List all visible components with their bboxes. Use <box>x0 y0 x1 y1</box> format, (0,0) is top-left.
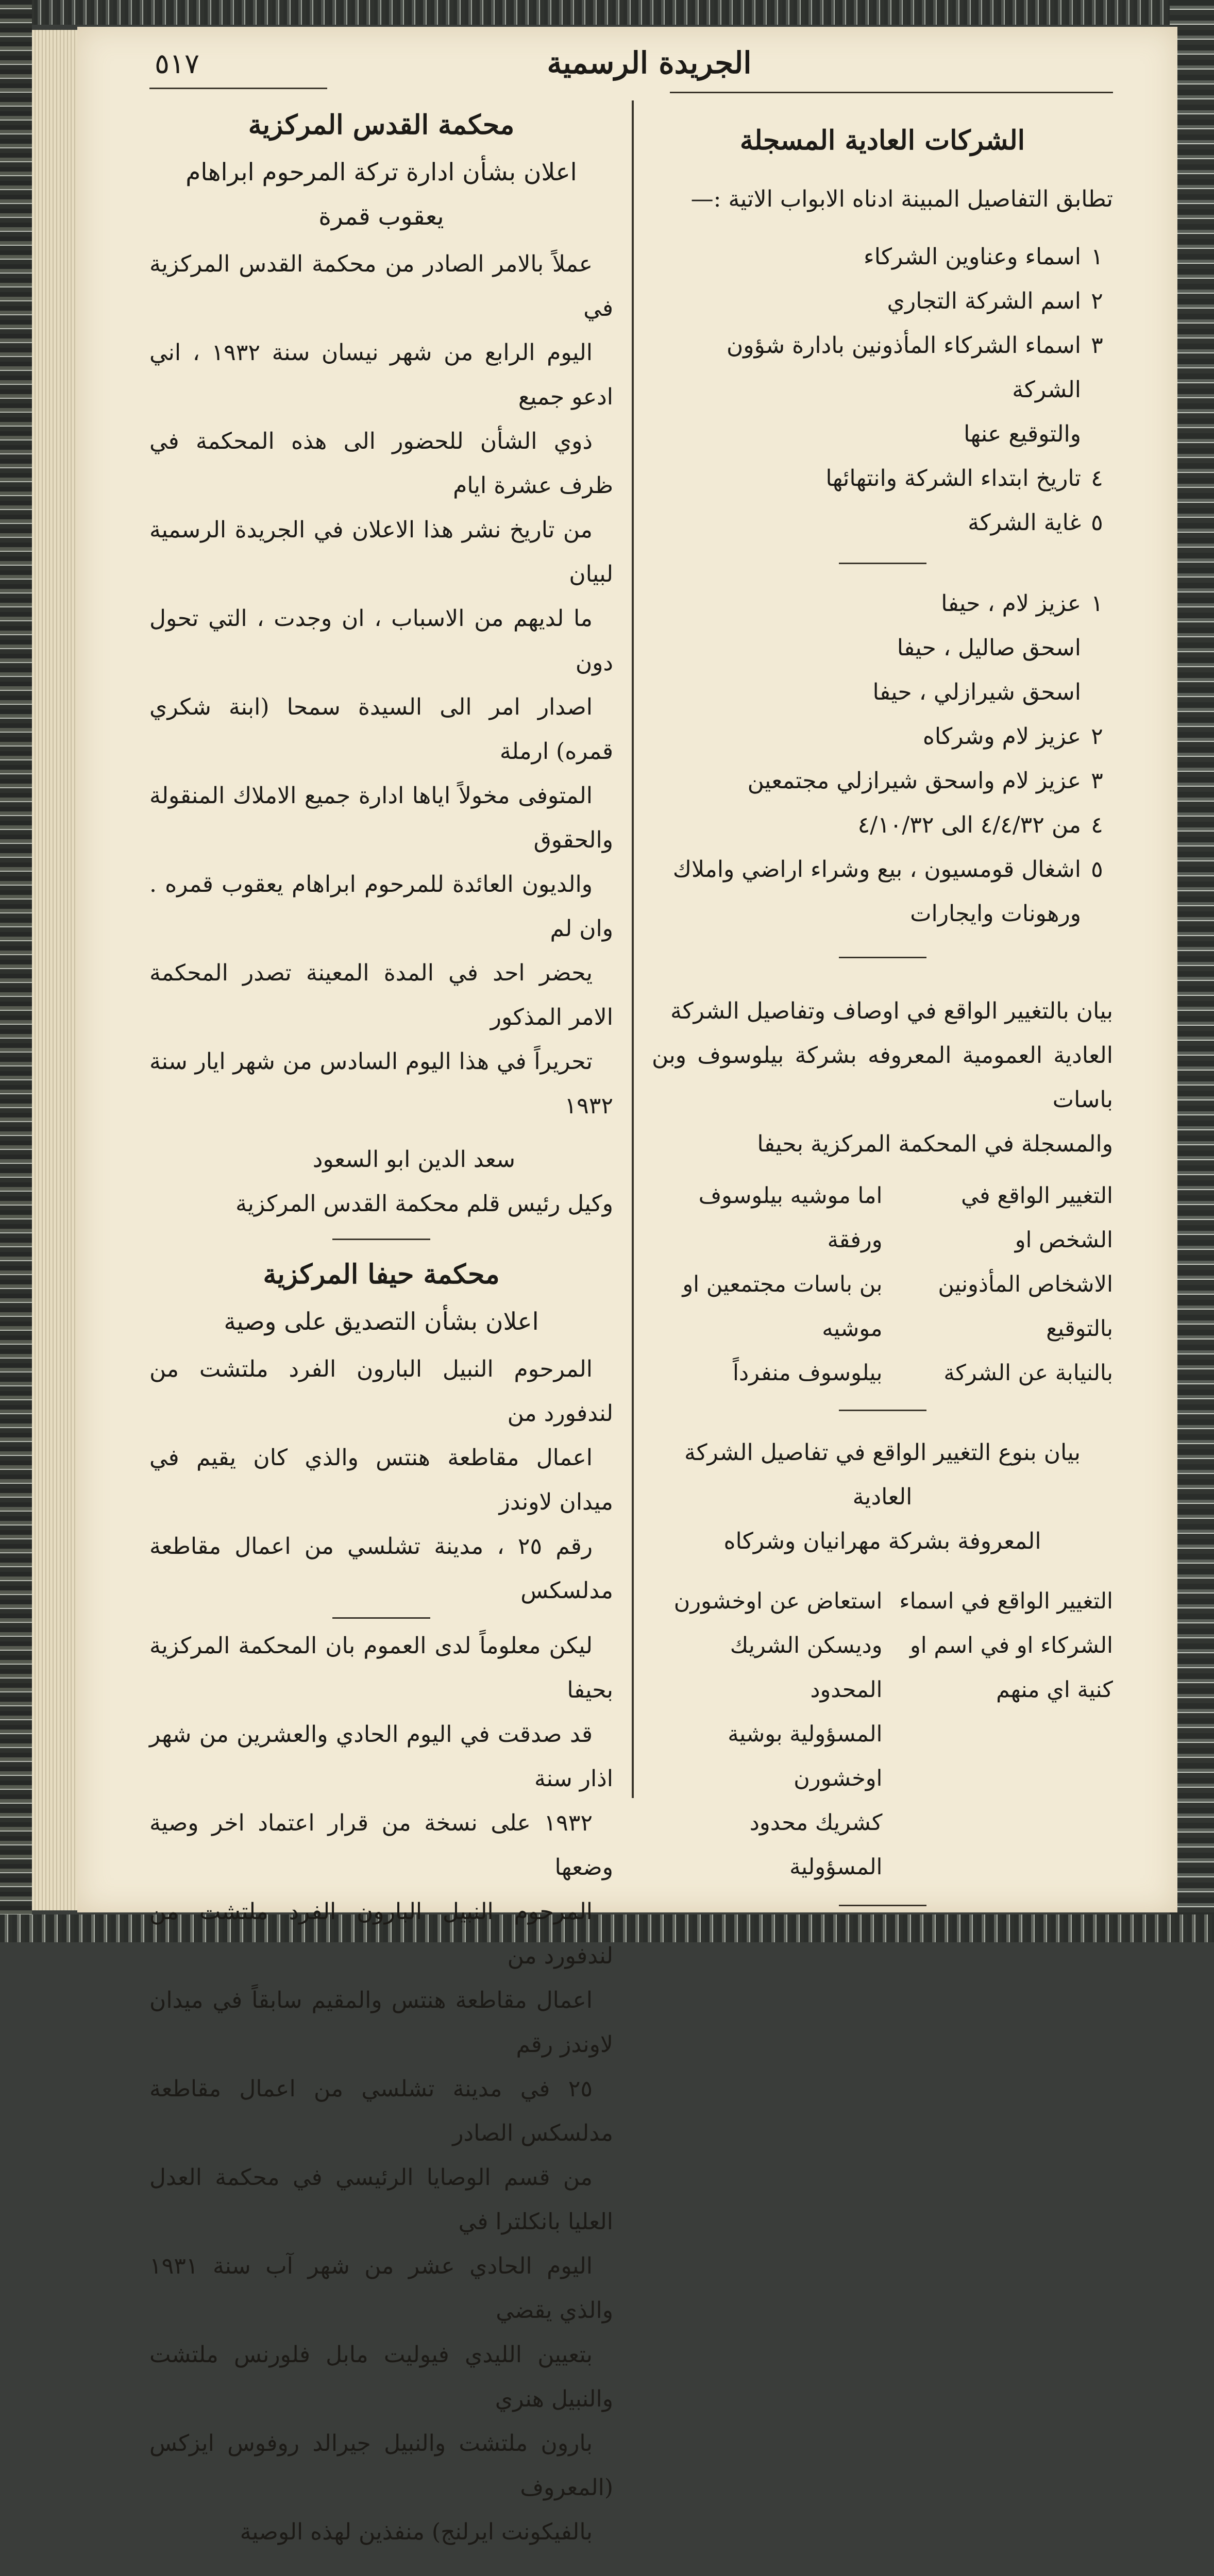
table-row <box>652 1174 1113 1395</box>
text-line: اليوم الحادي عشر من شهر آب سنة ١٩٣١ والذي يقضي <box>149 2253 613 2324</box>
list-text <box>652 848 1081 936</box>
table-cell-label <box>883 1579 1114 1889</box>
text-line: بن باسات مجتمعين او موشيه <box>682 1272 883 1342</box>
text-line: بتعيين الليدي فيوليت مابل فلورنس ملتشت والنبيل هنري <box>149 2342 613 2412</box>
text-line: تحريراً في هذا اليوم السادس من شهر ايار سنة ١٩٣٢ <box>149 1048 613 1119</box>
list-item <box>652 235 1113 279</box>
header-rule-right <box>670 92 1113 93</box>
haifa-notice-intro <box>149 1347 613 1613</box>
list-item <box>652 848 1113 936</box>
headings-list <box>652 235 1113 545</box>
text-line: كنية اي منهم <box>996 1677 1113 1703</box>
text-line: بيلوسوف منفرداً <box>733 1360 883 1386</box>
text-line: رقم ٢٥ ، مدينة تشلسي من اعمال مقاطعة مدلسكس <box>149 1533 613 1604</box>
table-cell-label <box>883 1174 1114 1395</box>
list-number: ٣ <box>1091 332 1103 359</box>
journal-title: الجريدة الرسمية <box>547 45 752 80</box>
text-line: والمسجلة في المحكمة المركزية بحيفا <box>757 1131 1113 1157</box>
list-number: ٤ <box>1091 465 1103 492</box>
text-line: اسحق صاليل ، حيفا <box>897 635 1081 661</box>
text-line: من قسم الوصايا الرئيسي في محكمة العدل العليا بانكلترا في <box>149 2164 613 2235</box>
headings-intro: تطابق التفاصيل المبينة ادناه الابواب الاتية :— <box>690 186 1113 212</box>
list-text: اسماء وعناوين الشركاء <box>864 244 1081 270</box>
list-number: ٥ <box>1091 856 1103 883</box>
header-rule-left <box>149 88 327 89</box>
section-separator <box>839 1410 926 1411</box>
text-line: يحضر احد في المدة المعينة تصدر المحكمة الامر المذكور <box>149 960 613 1030</box>
table-row <box>652 1579 1113 1889</box>
change-notice-2-title <box>652 1431 1113 1564</box>
left-column <box>149 103 613 2576</box>
text-line: ذوي الشأن للحضور الى هذه المحكمة في ظرف عشرة ايام <box>149 428 613 499</box>
list-number: ٥ <box>1091 510 1103 536</box>
list-item <box>652 324 1113 456</box>
text-line: بالنيابة عن الشركة <box>943 1360 1113 1386</box>
list-text <box>652 324 1081 456</box>
list-number: ٢ <box>1091 288 1103 314</box>
list-item <box>652 759 1113 803</box>
haifa-signatory-name <box>149 2570 613 2576</box>
section-separator <box>839 1905 926 1906</box>
text-line: اشغال قومسيون ، بيع وشراء اراضي واملاك <box>672 856 1081 883</box>
text-line: المعروفة بشركة مهرانيان وشركاه <box>723 1528 1041 1554</box>
text-line: اسحق شيرازلي ، حيفا <box>872 679 1081 705</box>
text-line: ١٩٣٢ على نسخة من قرار اعتماد اخر وصية وضعها <box>149 1810 613 1880</box>
jerusalem-notice-body <box>149 242 613 1128</box>
text-line: ورهونات وايجارات <box>910 901 1081 927</box>
text-line: اعمال مقاطعة هنتس والذي كان يقيم في ميدان لاوندز <box>149 1445 613 1515</box>
list-item <box>652 501 1113 545</box>
text-line: المسؤولية بوشية اوخشورن <box>728 1721 883 1791</box>
jerusalem-court-title: محكمة القدس المركزية <box>248 109 515 141</box>
haifa-notice-title: اعلان بشأن التصديق على وصية <box>224 1308 539 1336</box>
text-line: ليكن معلوماً لدى العموم بان المحكمة المركزية بحيفا <box>149 1633 613 1703</box>
list-text: عزيز لام واسحق شيرازلي مجتمعين <box>747 768 1081 794</box>
text-line: بالفيكونت ايرلنج) منفذين لهذه الوصية <box>240 2519 593 2545</box>
table-cell-value <box>652 1579 883 1889</box>
text-line: المتوفى مخولاً اياها ادارة جميع الاملاك المنقولة والحقوق <box>149 783 613 853</box>
text-line: استعاض عن اوخشورن <box>673 1588 883 1614</box>
list-item <box>652 803 1113 848</box>
text-line: المرحوم النبيل البارون الفرد ملتشت من لندفورد من <box>149 1899 613 1969</box>
text-line: التغيير الواقع في الشخص او <box>961 1183 1113 1253</box>
text-line: اصدار امر الى السيدة سمحا (ابنة شكري قمره) ارملة <box>149 694 613 765</box>
text-line: من تاريخ نشر هذا الاعلان في الجريدة الرسمية لبيان <box>149 517 613 587</box>
text-line: اما موشيه بيلوسوف ورفقة <box>698 1183 883 1253</box>
haifa-notice-body <box>149 1624 613 2554</box>
list-text: تاريخ ابتداء الشركة وانتهائها <box>825 465 1081 492</box>
list-text: من ٤/٤/٣٢ الى ٤/١٠/٣٢ <box>857 812 1081 838</box>
text-line: بيان بنوع التغيير الواقع في تفاصيل الشركة العادية <box>684 1439 1081 1510</box>
list-text <box>652 582 1081 715</box>
book-cover-top <box>0 0 1214 25</box>
jerusalem-signatory-name: سعد الدين ابو السعود <box>312 1146 515 1173</box>
text-line: عملاً بالامر الصادر من محكمة القدس المركزية في <box>149 251 613 321</box>
list-item <box>652 279 1113 324</box>
text-line: والديون العائدة للمرحوم ابراهام يعقوب قمره . وان لم <box>149 871 613 942</box>
text-line: قد صدقت في اليوم الحادي والعشرين من شهر اذار سنة <box>149 1721 613 1792</box>
list-number: ١ <box>1091 244 1103 270</box>
list-text: اسم الشركة التجاري <box>887 288 1081 314</box>
text-line: وديسكن الشريك المحدود <box>730 1633 883 1703</box>
jerusalem-signatory-title: وكيل رئيس قلم محكمة القدس المركزية <box>235 1191 613 1217</box>
list-number: ٣ <box>1091 768 1103 794</box>
list-number: ٢ <box>1091 723 1103 750</box>
table-cell-value <box>652 1174 883 1395</box>
text-line: كشريك محدود المسؤولية <box>749 1810 883 1880</box>
list-number: ١ <box>1091 590 1103 617</box>
jerusalem-notice-title: اعلان بشأن ادارة تركة المرحوم ابراهام يعقوب قمرة <box>186 158 577 231</box>
list-item <box>652 456 1113 501</box>
registered-companies-title: الشركات العادية المسجلة <box>739 125 1025 156</box>
right-column <box>652 118 1113 1922</box>
list-text: عزيز لام وشركاه <box>922 723 1081 750</box>
text-line: اليوم الرابع من شهر نيسان سنة ١٩٣٢ ، اني ادعو جميع <box>149 340 613 410</box>
text-line: العادية العمومية المعروفه بشركة بيلوسوف وبن باسات <box>652 1042 1113 1113</box>
section-separator <box>839 957 926 958</box>
text-line: والتوقيع عنها <box>964 421 1081 447</box>
company-entry <box>652 582 1113 936</box>
list-text: غاية الشركة <box>968 510 1081 536</box>
text-line: المرحوم النبيل البارون الفرد ملتشت من لندفورد من <box>149 1356 613 1427</box>
column-divider <box>632 100 634 1798</box>
text-line: الشركاء او في اسم او <box>909 1633 1113 1658</box>
page-number: ٥١٧ <box>155 47 200 80</box>
text-line: بيان بالتغيير الواقع في اوصاف وتفاصيل الشركة <box>670 998 1113 1024</box>
text-line: بارون ملتشت والنبيل جيرالد روفوس ايزكس (المعروف <box>149 2430 613 2501</box>
text-line: ما لديهم من الاسباب ، ان وجدت ، التي تحول دون <box>149 605 613 676</box>
change-notice-1-title <box>652 989 1113 1166</box>
text-line: التغيير الواقع في اسماء <box>899 1588 1113 1614</box>
text-line: عزيز لام ، حيفا <box>941 590 1081 617</box>
change-notice-1-table <box>652 1174 1113 1395</box>
text-line: اسماء الشركاء المأذونين بادارة شؤون الشركة <box>726 332 1081 403</box>
text-line: اعمال مقاطعة هنتس والمقيم سابقاً في ميدان لاوندز رقم <box>149 1987 613 2058</box>
haifa-court-title: محكمة حيفا المركزية <box>263 1259 500 1290</box>
text-line: الاشخاص المأذونين بالتوقيع <box>938 1272 1113 1342</box>
list-number: ٤ <box>1091 812 1103 838</box>
book-cover-left <box>0 0 32 1942</box>
intro-separator <box>332 1617 430 1619</box>
section-separator <box>839 563 926 564</box>
list-item <box>652 715 1113 759</box>
text-line: ٢٥ في مدينة تشلسي من اعمال مقاطعة مدلسكس الصادر <box>149 2076 613 2146</box>
change-notice-2-table <box>652 1579 1113 1889</box>
list-item <box>652 582 1113 715</box>
section-separator <box>332 1239 430 1240</box>
